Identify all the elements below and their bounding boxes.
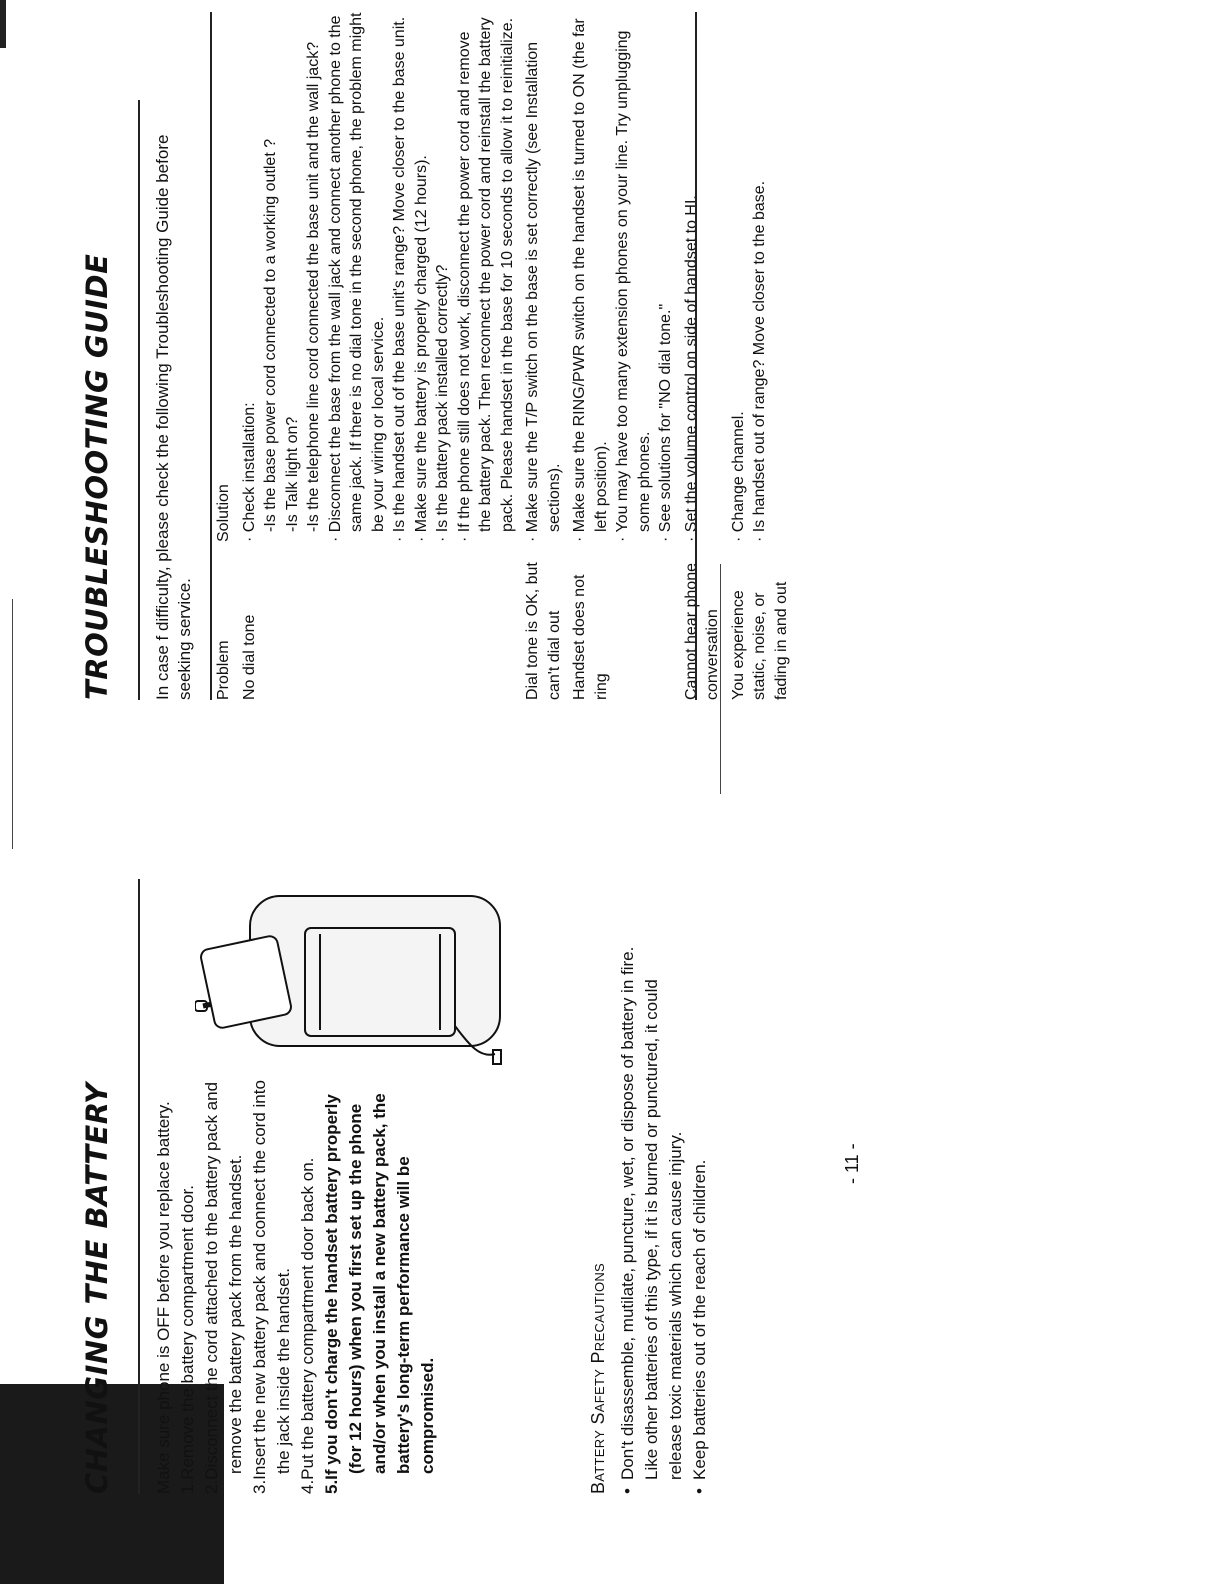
warning-text: If you don't charge the handset battery properly (for 12 hours) when you first set up the phone and/or when you install a new battery pack, the battery's long-term performance will be compromised. [322,1093,437,1480]
solution-cell [522,12,565,542]
problem-cell: You experience static, noise, or fading in and out [729,581,790,700]
cordless-handset-battery-icon [195,866,515,1066]
right-page [0,2,1224,782]
safety-list [616,934,712,1494]
solution-item: · Is handset out of range? Move closer to the base. [751,180,768,542]
safety-item: • Keep batteries out of the reach of children. [688,934,712,1494]
problem-cell: No dial tone [240,614,258,700]
table-row [728,12,793,700]
left-page [0,784,1224,1584]
solution-item: · Is the battery pack installed correctly? [434,264,451,542]
solution-item: · Make sure the battery is properly charged (12 hours). [412,155,430,542]
table-row [239,12,519,700]
problem-cell: Handset does not ring [571,574,610,700]
table-row [522,12,565,700]
intro-text: Make sure phone is OFF before you replace battery. [154,1101,173,1494]
solution-item: · See solutions for "NO dial tone." [657,303,674,542]
table-row [681,12,724,700]
page-number: - 11 - [842,1143,862,1184]
problem-cell: Dial tone is OK, but can't dial out [524,562,563,700]
safety-item: • Don't disassemble, mutilate, puncture, wet, or dispose of battery in fire. Like other batteries of this type, if it is burned or punctured, it could release toxic materials which can cause injury. [616,934,688,1494]
table-row [569,12,677,700]
safety-heading: Battery Safety Precautions [588,1262,608,1494]
title-rule [138,100,140,700]
solution-item: · Change channel. [729,411,747,542]
solution-item: -Is the telephone line cord connected the base unit and the wall jack? [305,41,322,532]
intro-text: In case f difficulty, please check the following Troubleshooting Guide before seeking service. [153,134,194,700]
solution-item: · Check installation: [240,402,258,542]
page-title: TROUBLESHOOTING GUIDE [80,253,114,700]
title-rule [138,879,140,1494]
column-header-solution: Solution [215,484,232,542]
battery-instructions [152,1074,440,1494]
solution-item: · Set the volume control on side of handset to HI. [682,195,700,542]
step-item: 3.Insert the new battery pack and connect the cord into the jack inside the handset. [250,1080,293,1494]
warning-step [320,1074,440,1494]
solution-item: -Is the base power cord connected to a working outlet ? [262,138,279,532]
solution-item: · Is the handset out of the base unit's range? Move closer to the base unit. [391,16,408,542]
solution-item: · You may have too many extension phones on your line. Try unplugging some phones. [614,30,653,542]
table-bottom-rule [695,12,697,700]
step-item: 4.Put the battery compartment door back on. [298,1157,317,1494]
step-item: 1.Remove the battery compartment door. [178,1185,197,1494]
table-top-rule [210,12,212,700]
solution-cell [239,12,519,542]
problem-cell: Cannot hear phone conversation [682,563,721,700]
solution-cell [681,12,724,542]
solution-item: · If the phone still does not work, disconnect the power cord and remove the battery pack. Then reconnect the power cord and reinstall the battery pack. Please handset in the base for 10 seconds to allow it to reinitialize. [455,17,516,542]
solution-item: -Is Talk light on? [283,416,301,532]
solution-cell [728,12,793,542]
solution-item: · Make sure the T/P switch on the base is set correctly (see Installation sections). [524,41,563,542]
step-item: 2.Disconnect the cord attached to the battery pack and remove the battery pack from the handset. [202,1081,245,1494]
steps-list [176,1074,440,1494]
table-header-row [213,12,235,700]
column-header-problem: Problem [215,640,232,700]
solution-item: · Disconnect the base from the wall jack and connect another phone to the same jack. If there is no dial tone in the second phone, the problem might be your wiring or local service. [326,12,387,542]
warning-number: 5. [322,1479,341,1494]
solution-item: · Make sure the RING/PWR switch on the handset is turned to ON (the far left position). [571,18,610,542]
troubleshooting-table [213,12,792,700]
solution-cell [569,12,677,542]
page-title: CHANGING THE BATTERY [80,1082,114,1494]
